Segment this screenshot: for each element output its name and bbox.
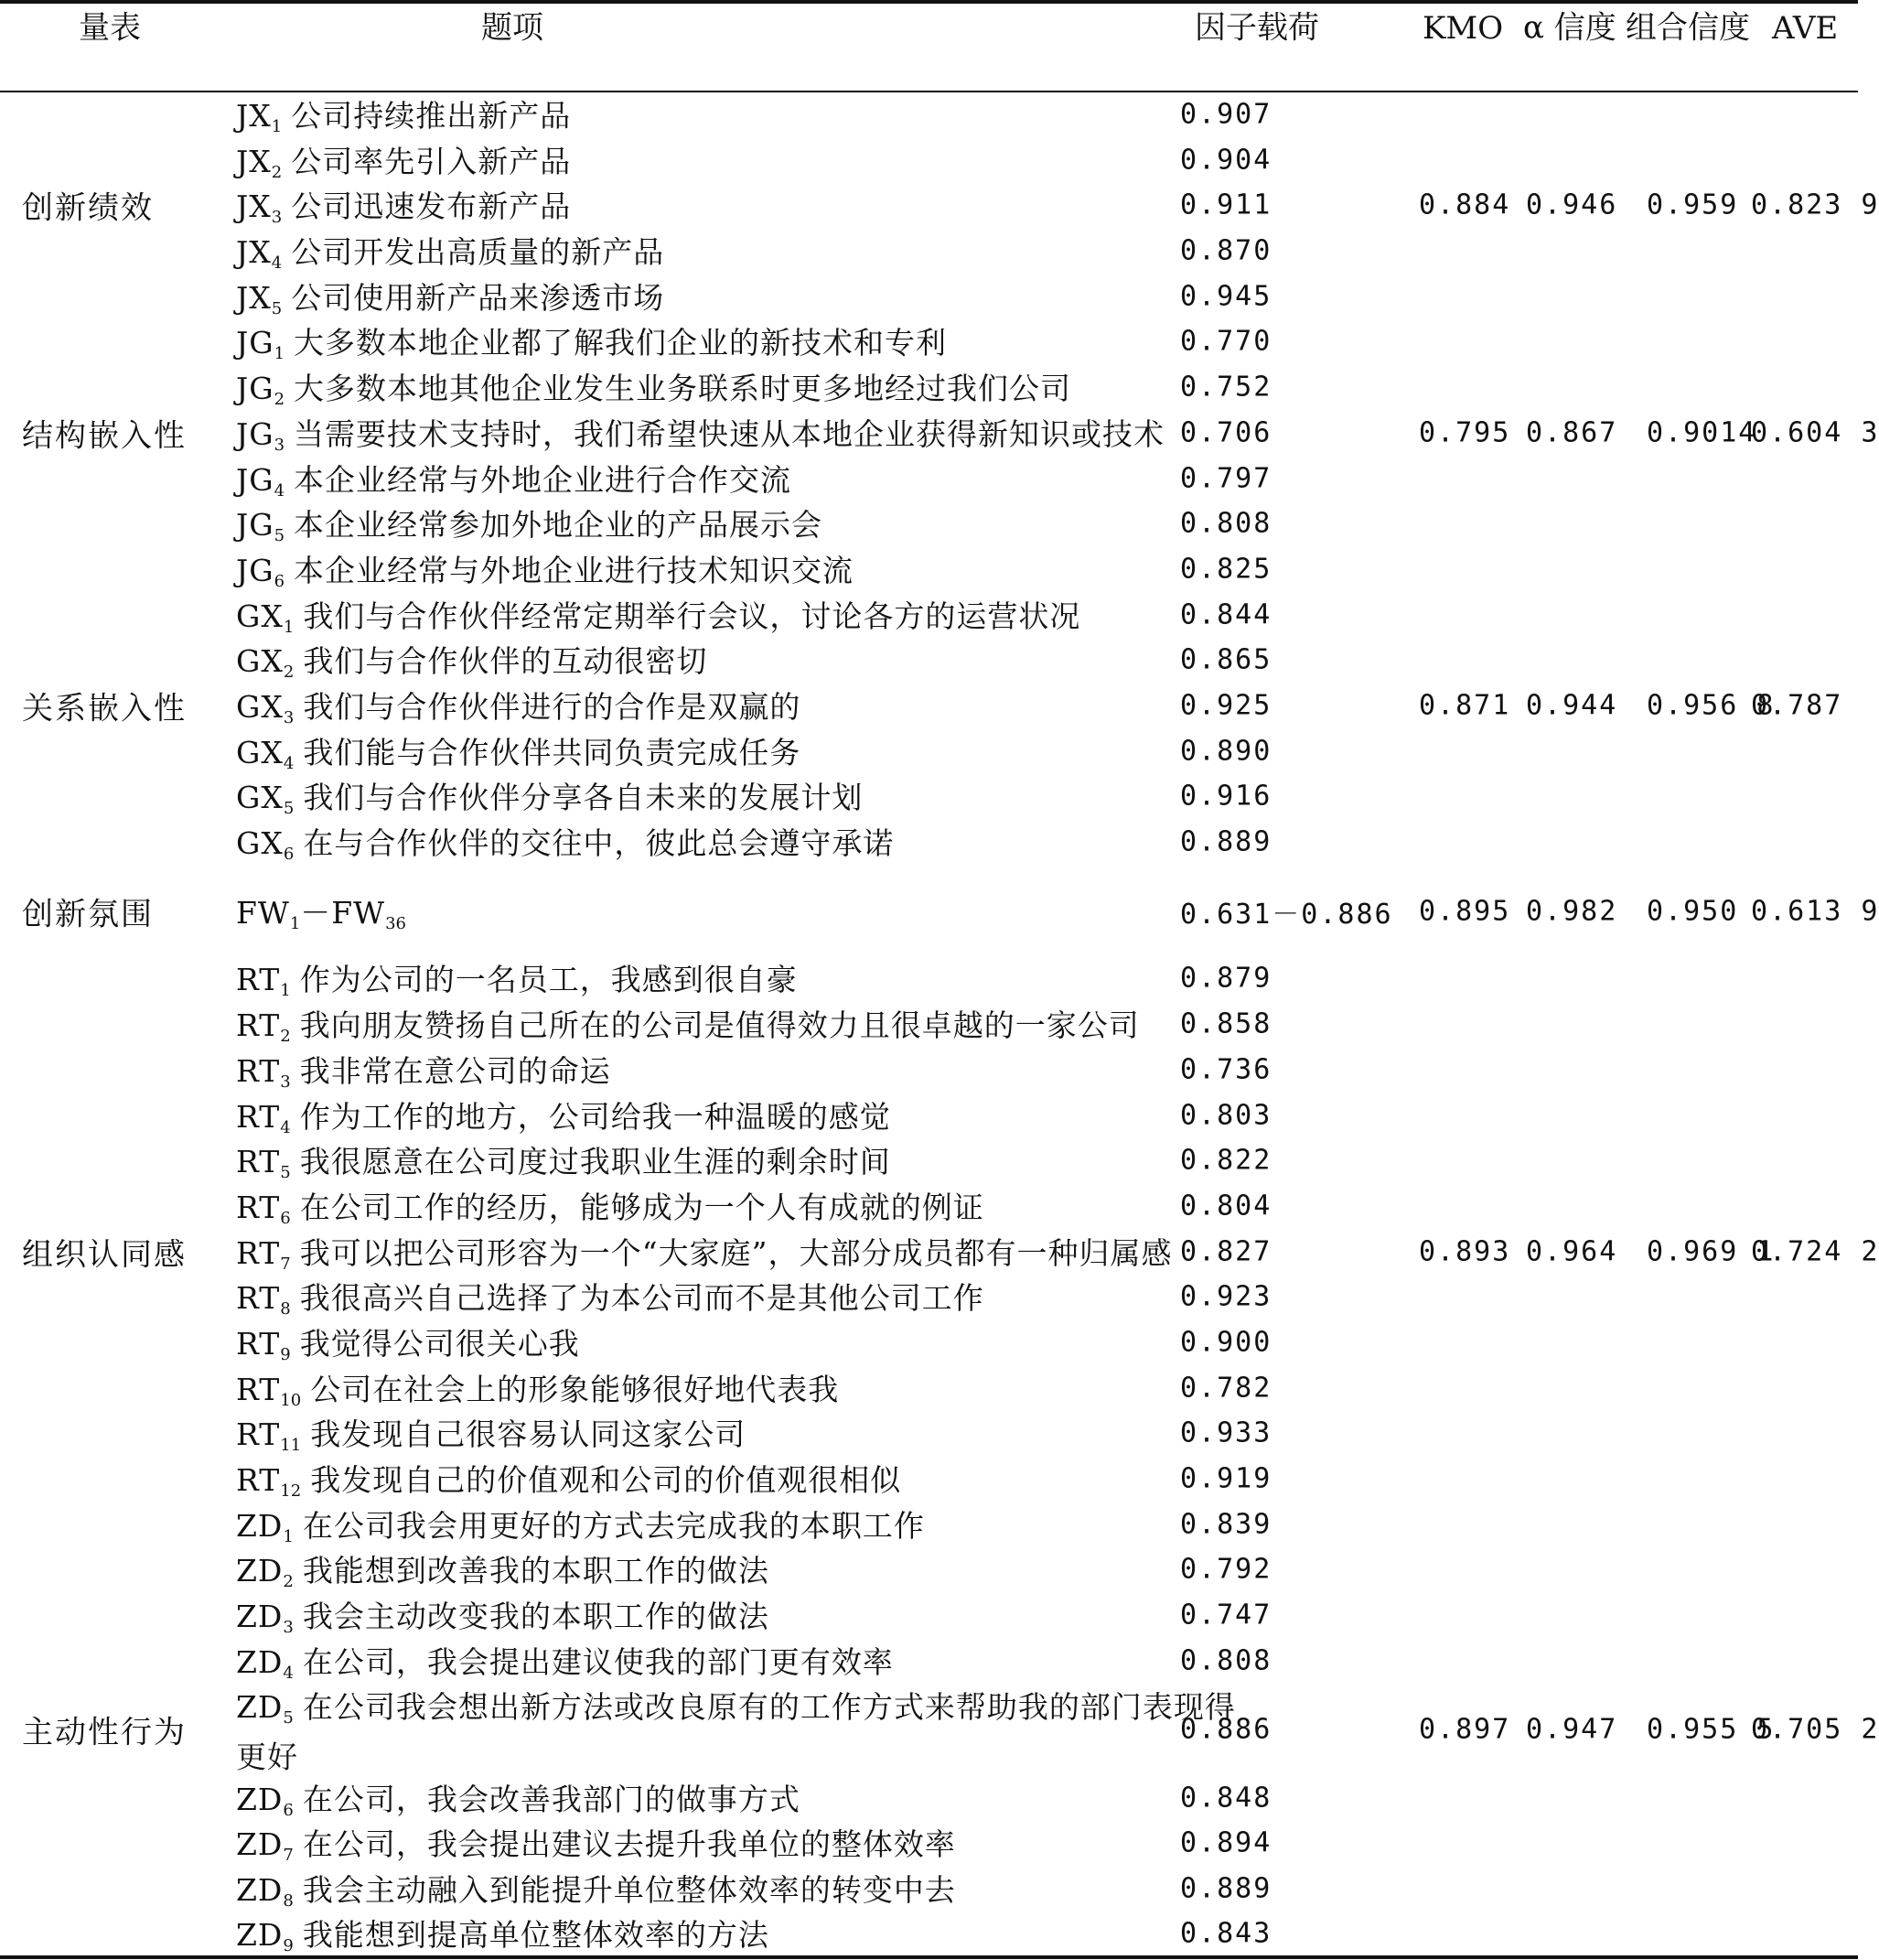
item-code: $RT_{10}$ [236, 1372, 302, 1410]
item-statement: 在公司我会想出新方法或改良原有的工作方式来帮助我的部门表现得 [302, 1689, 1236, 1725]
item-statement: 本企业经常与外地企业进行合作交流 [294, 462, 792, 498]
item-code: $RT_8$ [236, 1280, 291, 1319]
item-code: $JG_1$ [236, 325, 285, 363]
item-code: $ZD_5$ [236, 1689, 294, 1728]
item-code: $RT_5$ [236, 1144, 291, 1182]
item-code: $RT_9$ [236, 1326, 291, 1364]
item-code: $RT_2$ [236, 1007, 291, 1046]
item-code: $GX_3$ [236, 689, 295, 727]
item-statement: 公司迅速发布新产品 [291, 188, 572, 224]
item-code: $ZD_9$ [236, 1917, 294, 1955]
item-statement: 我能想到改善我的本职工作的做法 [302, 1553, 769, 1588]
item-code: $JX_2$ [236, 144, 283, 182]
item-statement: 当需要技术支持时，我们希望快速从本地企业获得新知识或技术 [294, 416, 1165, 452]
item-statement: 我们与合作伙伴的互动很密切 [303, 643, 708, 679]
item-code: $JX_4$ [236, 234, 283, 273]
item-code: $JG_3$ [236, 416, 285, 455]
item-code: $RT_4$ [236, 1099, 291, 1137]
item-statement: 我非常在意公司的命运 [299, 1053, 611, 1089]
item-code: $RT_{12}$ [236, 1462, 302, 1501]
item-statement: 我发现自己很容易认同这家公司 [310, 1416, 746, 1452]
item-code: $JX_1$ [236, 98, 283, 136]
item-statement: 作为公司的一名员工，我感到很自豪 [299, 962, 798, 997]
item-statement: 公司在社会上的形象能够很好地代表我 [310, 1372, 840, 1407]
item-statement: 我发现自己的价值观和公司的价值观很相似 [310, 1462, 902, 1498]
item-code: $ZD_7$ [236, 1826, 294, 1865]
item-code: $ZD_1$ [236, 1508, 294, 1546]
item-code: $JG_6$ [236, 553, 285, 591]
item-statement: 我们能与合作伙伴共同负责完成任务 [303, 735, 801, 770]
item-statement: 在公司，我会提出建议去提升我单位的整体效率 [302, 1826, 956, 1862]
item-statement: 大多数本地其他企业发生业务联系时更多地经过我们公司 [294, 371, 1072, 406]
item-statement: 在公司，我会改善我部门的做事方式 [302, 1782, 800, 1817]
item-statement: 我可以把公司形容为一个“大家庭”，大部分成员都有一种归属感 [299, 1235, 1173, 1271]
item-code: $ZD_6$ [236, 1782, 294, 1820]
item-code: $JG_5$ [236, 507, 285, 545]
item-code: $JG_2$ [236, 371, 285, 409]
item-statement: 在公司我会用更好的方式去完成我的本职工作 [302, 1508, 925, 1544]
item-statement: 本企业经常与外地企业进行技术知识交流 [294, 553, 854, 588]
item-statement: 公司使用新产品来渗透市场 [291, 280, 665, 316]
item-statement: 我很高兴自己选择了为本公司而不是其他公司工作 [299, 1280, 984, 1316]
item-statement: 我们与合作伙伴进行的合作是双赢的 [303, 689, 801, 725]
item-code: $RT_7$ [236, 1235, 291, 1274]
item-code: $GX_5$ [236, 780, 295, 818]
item-code: $JX_3$ [236, 188, 283, 227]
item-code: $JX_5$ [236, 280, 283, 318]
item-statement: 我能想到提高单位整体效率的方法 [302, 1917, 769, 1953]
item-code: $RT_3$ [236, 1053, 291, 1092]
item-code: $ZD_4$ [236, 1644, 294, 1683]
item-statement: 作为工作的地方，公司给我一种温暖的感觉 [299, 1099, 891, 1135]
item-statement: 本企业经常参加外地企业的产品展示会 [294, 507, 823, 543]
item-statement: 公司持续推出新产品 [291, 98, 572, 134]
item-statement: 公司率先引入新产品 [291, 144, 572, 179]
item-code: $RT_1$ [236, 962, 291, 1000]
item-code: $ZD_3$ [236, 1599, 294, 1637]
bottom-rule [0, 1955, 1858, 1959]
item-code: $GX_1$ [236, 598, 295, 637]
item-statement: 在公司工作的经历，能够成为一个人有成就的例证 [299, 1190, 984, 1225]
item-statement: 在与合作伙伴的交往中，彼此总会遵守承诺 [303, 825, 895, 861]
item-code: $GX_6$ [236, 825, 295, 864]
item-statement: 公司开发出高质量的新产品 [291, 234, 665, 270]
item-code: $GX_4$ [236, 735, 295, 773]
item-statement: 在公司，我会提出建议使我的部门更有效率 [302, 1644, 894, 1680]
item-code: $FW_1-FW_{36}$ [236, 895, 407, 933]
item-statement: 我很愿意在公司度过我职业生涯的剩余时间 [299, 1144, 891, 1179]
item-statement: 我们与合作伙伴经常定期举行会议，讨论各方的运营状况 [303, 598, 1081, 634]
item-code: $RT_6$ [236, 1190, 291, 1228]
item-statement: 我向朋友赞扬自己所在的公司是值得效力且很卓越的一家公司 [299, 1007, 1140, 1043]
item-statement: 我觉得公司很关心我 [299, 1326, 580, 1362]
item-code: $RT_{11}$ [236, 1416, 302, 1455]
item-code: $ZD_2$ [236, 1553, 294, 1591]
item-code: $GX_2$ [236, 643, 295, 682]
item-statement: 我会主动融入到能提升单位整体效率的转变中去 [302, 1872, 956, 1908]
item-statement: 我会主动改变我的本职工作的做法 [302, 1599, 769, 1634]
item-code: $JG_4$ [236, 462, 285, 501]
item-statement: 我们与合作伙伴分享各自未来的发展计划 [303, 780, 864, 815]
item-code: $ZD_8$ [236, 1872, 294, 1911]
item-statement: 大多数本地企业都了解我们企业的新技术和专利 [294, 325, 948, 361]
